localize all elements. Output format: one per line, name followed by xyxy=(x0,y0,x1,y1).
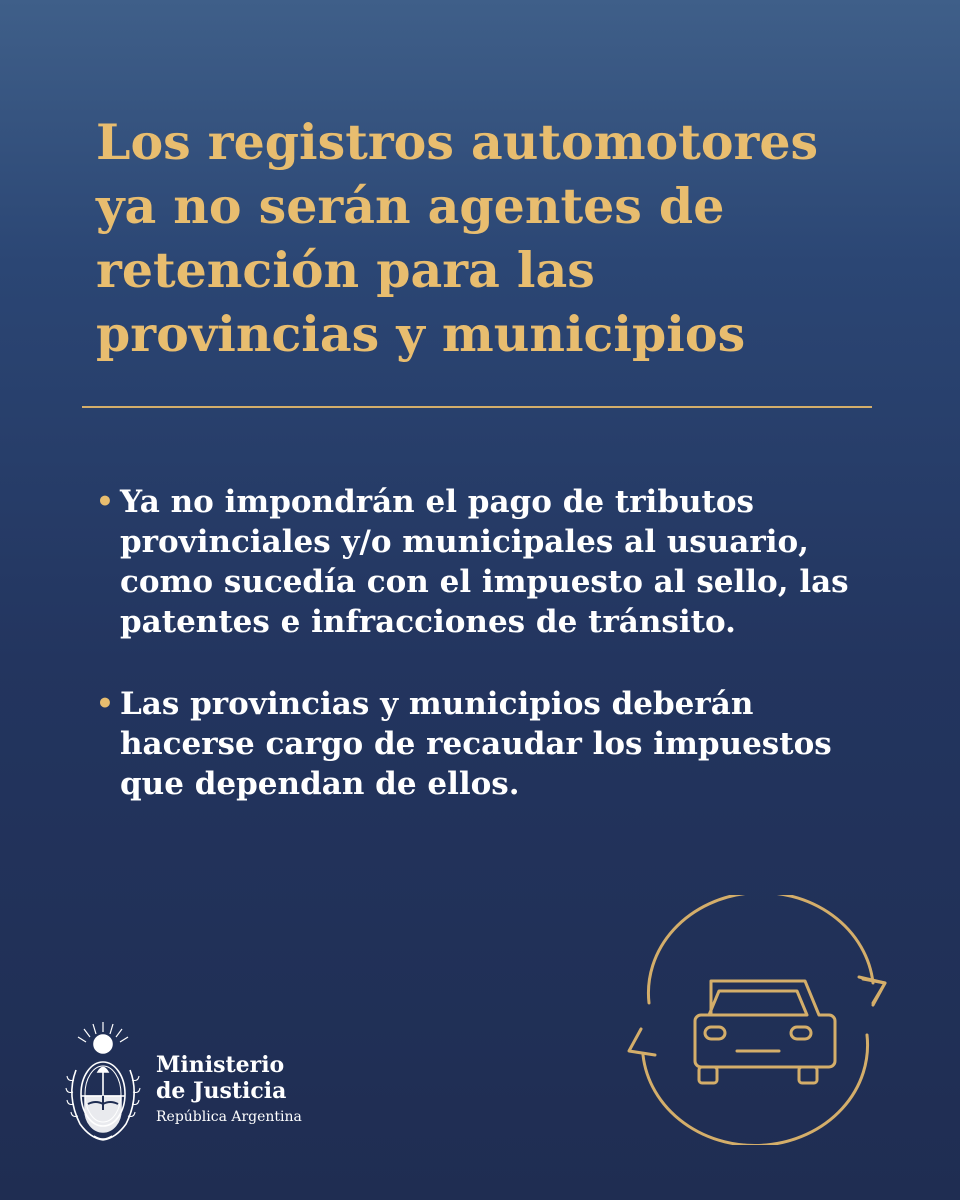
bullet-item xyxy=(96,482,926,642)
bullet-text: Ya no impondrán el pago de tributos provinciales y/o municipales al usuario, como sucedía con el impuesto al sello, las patentes e infracciones de tránsito. xyxy=(120,484,849,640)
bullet-item xyxy=(96,684,926,804)
logo-subtitle: República Argentina xyxy=(156,1109,302,1125)
divider xyxy=(82,406,872,408)
bullet-text: Las provincias y municipios deberán hacerse cargo de recaudar los impuestos que dependan de ellos. xyxy=(120,686,832,802)
ministry-logo xyxy=(60,1018,360,1148)
car-refresh-cycle-icon xyxy=(615,895,900,1145)
bullet-list xyxy=(96,482,926,846)
logo-title: de Justicia xyxy=(156,1078,287,1104)
bullet-dot: • xyxy=(96,687,114,720)
logo-title: Ministerio xyxy=(156,1052,285,1078)
coat-of-arms-icon xyxy=(60,1018,146,1148)
headline: Los registros automotores ya no serán agentes de retención para las provincias y municipios xyxy=(96,113,819,363)
bullet-dot: • xyxy=(96,485,114,518)
